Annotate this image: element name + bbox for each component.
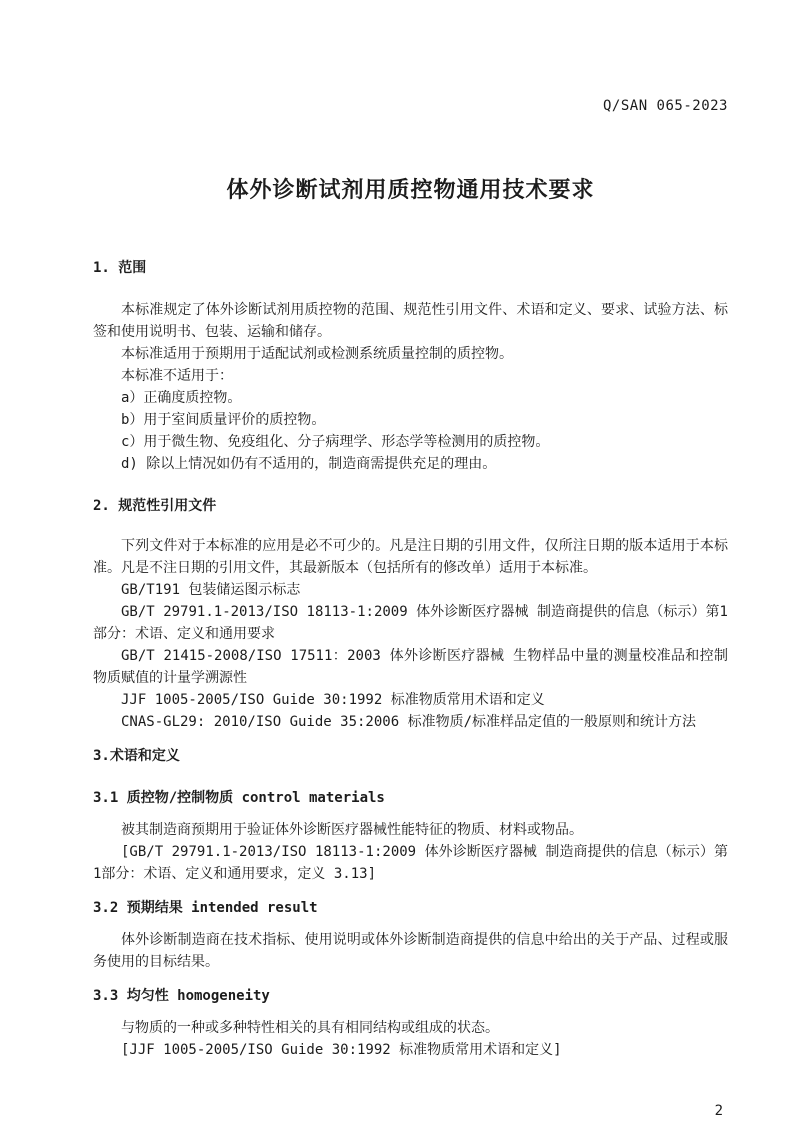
scope-paragraph-2: 本标准适用于预期用于适配试剂或检测系统质量控制的质控物。 — [121, 346, 513, 362]
definition-homogeneity — [93, 987, 728, 1061]
section-terms-definitions — [93, 747, 728, 765]
section-normative-references — [93, 497, 728, 733]
definition-3-1-heading: 3.1 质控物/控制物质 control materials — [93, 790, 385, 806]
definition-3-3-heading: 3.3 均匀性 homogeneity — [93, 988, 270, 1004]
definition-3-2-body: 体外诊断制造商在技术指标、使用说明或体外诊断制造商提供的信息中给出的关于产品、过程或服务使用的目标结果。 — [93, 932, 728, 970]
section-terms-definitions-heading: 3.术语和定义 — [93, 748, 180, 764]
page-number: 2 — [714, 1103, 723, 1119]
scope-list-item-d: d) 除以上情况如仍有不适用的，制造商需提供充足的理由。 — [121, 456, 497, 472]
section-scope — [93, 259, 728, 475]
definition-3-1-source: [GB/T 29791.1-2013/ISO 18113-1:2009 体外诊断医疗器械 制造商提供的信息（标示）第1部分：术语、定义和通用要求，定义 3.13] — [93, 844, 728, 882]
definition-3-3-body: 与物质的一种或多种特性相关的具有相同结构或组成的状态。 — [121, 1020, 499, 1036]
scope-list-item-a: a）正确度质控物。 — [121, 390, 242, 406]
definition-control-materials — [93, 789, 728, 885]
reference-gbt29791: GB/T 29791.1-2013/ISO 18113-1:2009 体外诊断医疗器械 制造商提供的信息（标示）第1部分：术语、定义和通用要求 — [93, 604, 728, 642]
definition-3-2-heading: 3.2 预期结果 intended result — [93, 900, 318, 916]
scope-list-item-b: b）用于室间质量评价的质控物。 — [121, 412, 326, 428]
scope-list-item-c: c）用于微生物、免疫组化、分子病理学、形态学等检测用的质控物。 — [121, 434, 550, 450]
scope-paragraph-3: 本标准不适用于： — [121, 368, 233, 384]
reference-jjf1005: JJF 1005-2005/ISO Guide 30:1992 标准物质常用术语和定义 — [121, 692, 545, 708]
definition-intended-result — [93, 899, 728, 973]
definition-3-3-source: [JJF 1005-2005/ISO Guide 30:1992 标准物质常用术语和定义] — [121, 1042, 562, 1058]
section-scope-heading: 1. 范围 — [93, 260, 147, 276]
reference-gbt191: GB/T191 包装储运图示标志 — [121, 582, 301, 598]
section-normative-references-heading: 2. 规范性引用文件 — [93, 498, 217, 514]
references-intro: 下列文件对于本标准的应用是必不可少的。凡是注日期的引用文件，仅所注日期的版本适用于本标准。凡是不注日期的引用文件，其最新版本（包括所有的修改单）适用于本标准。 — [93, 538, 728, 576]
page-title: 体外诊断试剂用质控物通用技术要求 — [226, 178, 595, 203]
reference-gbt21415: GB/T 21415-2008/ISO 17511：2003 体外诊断医疗器械 生物样品中量的测量校准品和控制物质赋值的计量学溯源性 — [93, 648, 728, 686]
reference-cnas-gl29: CNAS-GL29: 2010/ISO Guide 35:2006 标准物质/标准样品定值的一般原则和统计方法 — [121, 714, 697, 730]
scope-paragraph-1: 本标准规定了体外诊断试剂用质控物的范围、规范性引用文件、术语和定义、要求、试验方法、标签和使用说明书、包装、运输和储存。 — [93, 302, 728, 340]
definition-3-1-body: 被其制造商预期用于验证体外诊断医疗器械性能特征的物质、材料或物品。 — [121, 822, 583, 838]
doc-number: Q/SAN 065-2023 — [602, 98, 728, 114]
